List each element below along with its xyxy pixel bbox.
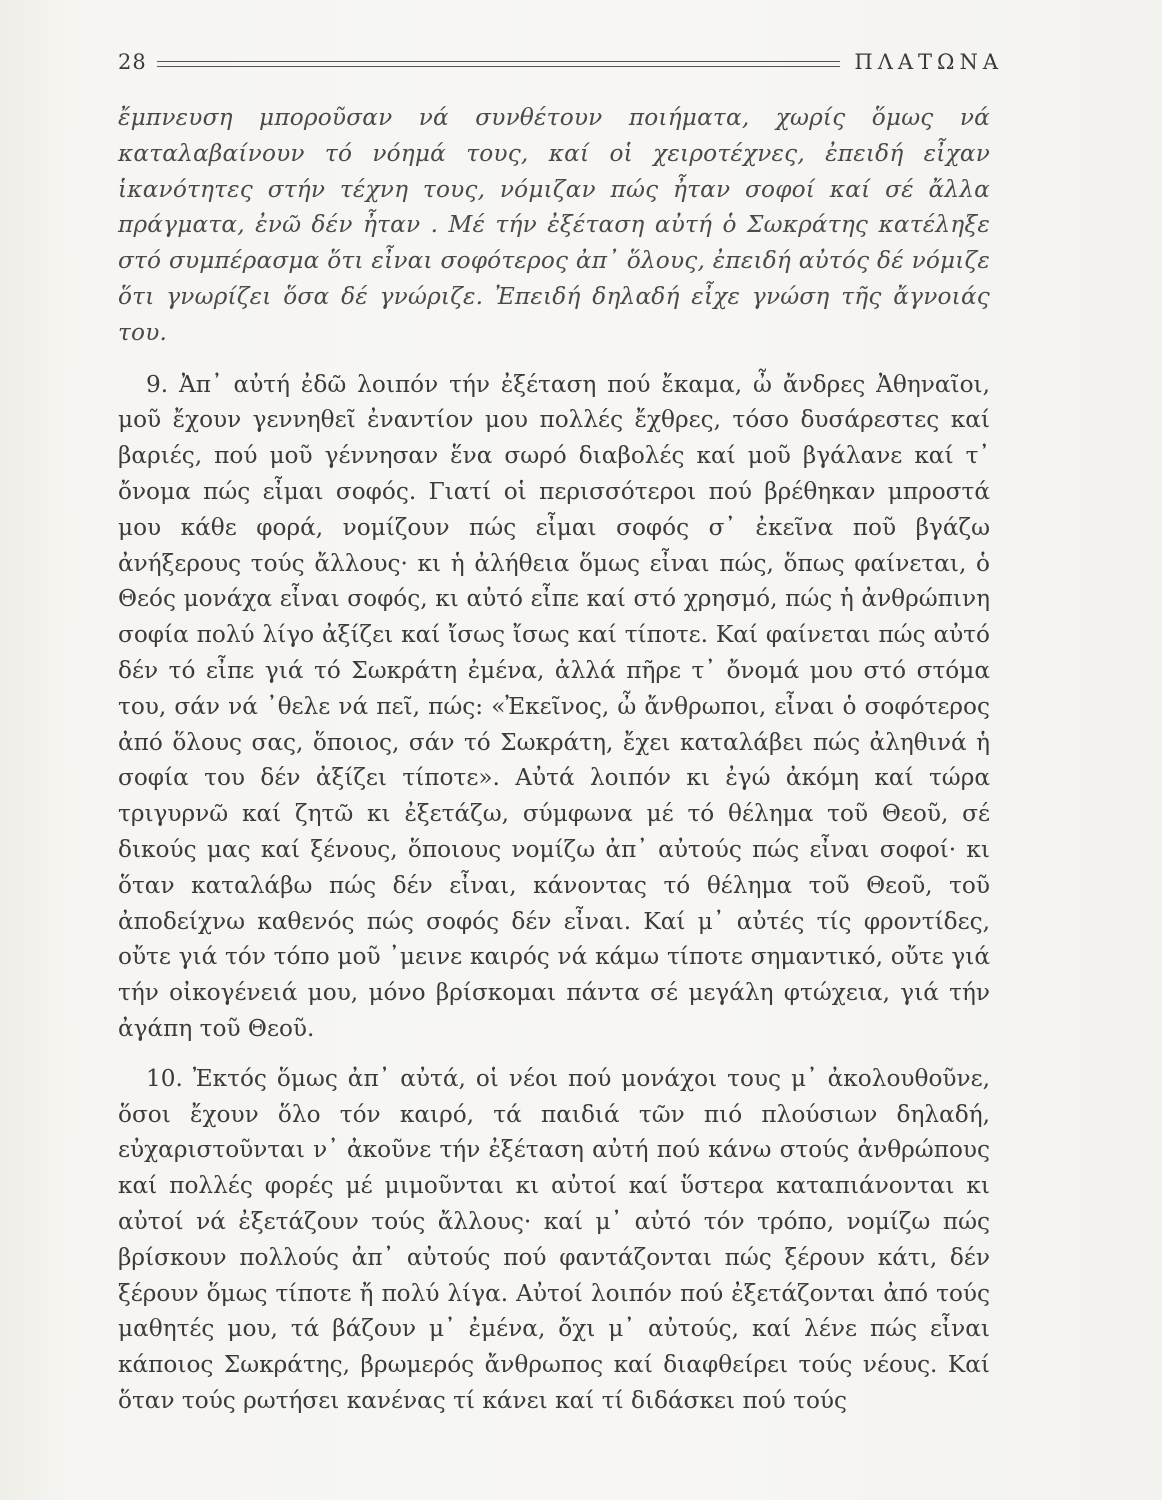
header-double-rule (157, 61, 841, 67)
page-number: 28 (118, 50, 147, 74)
body-text (118, 100, 990, 1419)
section-10-paragraph: 10. Ἐκτός ὅμως ἀπ᾿ αὐτά, οἱ νέοι πού μονάχοι τους μ᾿ ἀκολουθοῦνε, ὅσοι ἔχουν ὅλο τόν καιρό, τά παιδιά τῶν πιό πλούσιων δηλαδή, εὐχαριστοῦνται ν᾿ ἀκοῦνε τήν ἐξέταση αὐτή πού κάνω στούς ἀνθρώπους καί πολλές φορές μέ μιμοῦνται κι αὐτοί καί ὕστερα καταπιάνονται κι αὐτοί νά ἐξετάζουν τούς ἄλλους· καί μ᾿ αὐτό τόν τρόπο, νομίζω πώς βρίσκουν πολλούς ἀπ᾿ αὐτούς πού φαντάζονται πώς ξέρουν κάτι, δέν ξέρουν ὅμως τίποτε ἤ πολύ λίγα. Αὐτοί λοιπόν πού ἐξετάζονται ἀπό τούς μαθητές μου, τά βάζουν μ᾿ ἐμένα, ὄχι μ᾿ αὐτούς, καί λένε πώς εἶναι κάποιος Σωκράτης, βρωμερός ἄνθρωπος καί διαφθείρει τούς νέους. Καί ὅταν τούς ρωτήσει κανένας τί κάνει καί τί διδάσκει πού τούς (118, 1064, 990, 1414)
running-title: ΠΛΑΤΩΝΑ (854, 50, 1003, 74)
section-9-paragraph: 9. Ἀπ᾿ αὐτή ἐδῶ λοιπόν τήν ἐξέταση πού ἔκαμα, ὦ ἄνδρες Ἀθηναῖοι, μοῦ ἔχουν γεννηθεῖ ἐναντίον μου πολλές ἔχθρες, τόσο δυσάρεστες καί βαριές, πού μοῦ γέννησαν ἕνα σωρό διαβολές καί μοῦ βγάλανε καί τ᾿ ὄνομα πώς εἶμαι σοφός. Γιατί οἱ περισσότεροι πού βρέθηκαν μπροστά μου κάθε φορά, νομίζουν πώς εἶμαι σοφός σ᾿ ἐκεῖνα ποῦ βγάζω ἀνήξερους τούς ἄλλους· κι ἡ ἀλήθεια ὅμως εἶναι πώς, ὅπως φαίνεται, ὁ Θεός μονάχα εἶναι σοφός, κι αὐτό εἶπε καί στό χρησμό, πώς ἡ ἀνθρώπινη σοφία πολύ λίγο ἀξίζει καί ἴσως ἴσως καί τίποτε. Καί φαίνεται πώς αὐτό δέν τό εἶπε γιά τό Σωκράτη ἐμένα, ἀλλά πῆρε τ᾿ ὄνομά μου στό στόμα του, σάν νά ᾿θελε νά πεῖ, πώς: «Ἐκεῖνος, ὦ ἄνθρωποι, εἶναι ὁ σοφότερος ἀπό ὅλους σας, ὅποιος, σάν τό Σωκράτη, ἔχει καταλάβει πώς ἀληθινά ἡ σοφία του δέν ἀξίζει τίποτε». Αὐτά λοιπόν κι ἐγώ ἀκόμη καί τώρα τριγυρνῶ καί ζητῶ κι ἐξετάζω, σύμφωνα μέ τό θέλημα τοῦ Θεοῦ, σέ δικούς μας καί ξένους, ὅποιους νομίζω ἀπ᾿ αὐτούς πώς εἶναι σοφοί· κι ὅταν καταλάβω πώς δέν εἶναι, κάνοντας τό θέλημα τοῦ Θεοῦ, τοῦ ἀποδείχνω καθενός πώς σοφός δέν εἶναι. Καί μ᾿ αὐτές τίς φροντίδες, οὔτε γιά τόν τόπο μοῦ ᾿μεινε καιρός νά κάμω τίποτε σημαντικό, οὔτε γιά τήν οἰκογένειά μου, μόνο βρίσκομαι πάντα σέ μεγάλη φτώχεια, γιά τήν ἀγάπη τοῦ Θεοῦ. (118, 370, 990, 1042)
commentary-paragraph: ἔμπνευση μποροῦσαν νά συνθέτουν ποιήματα, χωρίς ὅμως νά καταλαβαίνουν τό νόημά τους, καί οἱ χειροτέχνες, ἐπειδή εἶχαν ἱκανότητες στήν τέχνη τους, νόμιζαν πώς ἦταν σοφοί καί σέ ἄλλα πράγματα, ἐνῶ δέν ἦταν . Μέ τήν ἐξέταση αὐτή ὁ Σωκράτης κατέληξε στό συμπέρασμα ὅτι εἶναι σοφότερος ἀπ᾿ ὅλους, ἐπειδή αὐτός δέ νόμιζε ὅτι γνωρίζει ὅσα δέ γνώριζε. Ἐπειδή δηλαδή εἶχε γνώση τῆς ἄγνοιάς του. (118, 104, 990, 346)
page-header (118, 44, 1003, 80)
